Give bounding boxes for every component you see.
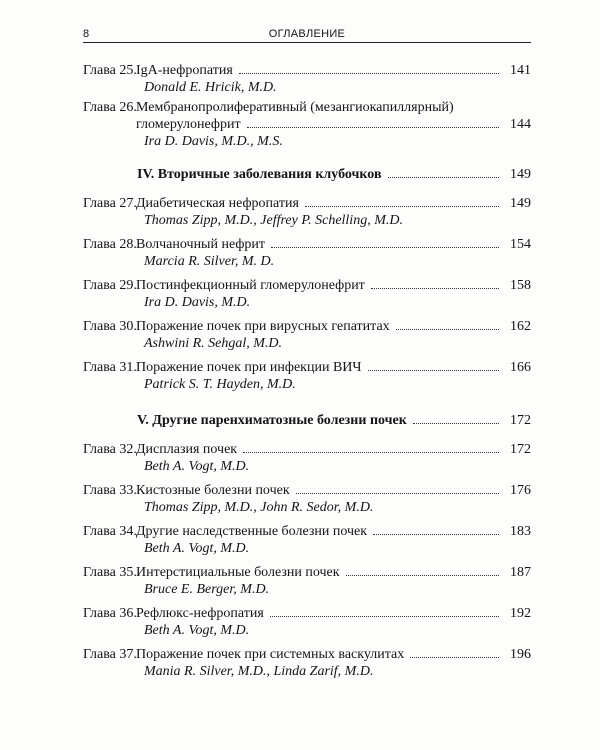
toc-entry-27[interactable] (83, 195, 531, 229)
chapter-label: Глава 35. (83, 565, 137, 580)
chapter-title: IgA-нефропатия (136, 63, 233, 78)
dot-leader (270, 615, 499, 617)
dot-leader (296, 492, 499, 494)
page-ref: 162 (510, 319, 531, 334)
chapter-title: Другие наследственные болезни почек (136, 524, 368, 539)
page-ref: 149 (510, 196, 531, 211)
chapter-authors: Beth A. Vogt, M.D. (144, 459, 250, 474)
page-ref: 166 (510, 360, 531, 375)
section-heading-v[interactable] (83, 412, 531, 429)
chapter-title: Диабетическая нефропатия (136, 196, 299, 211)
chapter-label: Глава 29. (83, 278, 137, 293)
toc-entry-36[interactable] (83, 605, 531, 639)
toc-entry-37[interactable] (83, 646, 531, 680)
chapter-authors: Thomas Zipp, M.D., John R. Sedor, M.D. (144, 500, 374, 515)
toc-entry-35[interactable] (83, 564, 531, 598)
dot-leader (396, 328, 499, 330)
chapter-authors: Donald E. Hricik, M.D. (144, 80, 277, 95)
dot-leader (413, 422, 499, 424)
dot-leader (388, 176, 499, 178)
section-title: IV. Вторичные заболевания клубочков (137, 167, 382, 182)
toc-entry-33[interactable] (83, 482, 531, 516)
chapter-title: Дисплазия почек (136, 442, 238, 457)
dot-leader (368, 369, 500, 371)
chapter-label: Глава 37. (83, 647, 137, 662)
dot-leader (271, 246, 499, 248)
chapter-authors: Marcia R. Silver, M. D. (144, 254, 275, 269)
chapter-title: Поражение почек при инфекции ВИЧ (136, 360, 362, 375)
page-ref: 154 (510, 237, 531, 252)
section-heading-iv[interactable] (83, 166, 531, 183)
dot-leader (247, 126, 499, 128)
page-ref: 144 (510, 117, 531, 132)
chapter-authors: Ashwini R. Sehgal, M.D. (144, 336, 283, 351)
chapter-authors: Ira D. Davis, M.D. (144, 295, 251, 310)
chapter-label: Глава 36. (83, 606, 137, 621)
toc-entry-25[interactable] (83, 62, 531, 96)
chapter-title: Поражение почек при системных васкулитах (136, 647, 405, 662)
chapter-authors: Beth A. Vogt, M.D. (144, 541, 250, 556)
dot-leader (305, 205, 499, 207)
section-title: V. Другие паренхиматозные болезни почек (137, 413, 407, 428)
chapter-authors: Ira D. Davis, M.D., M.S. (144, 134, 283, 149)
toc-entry-28[interactable] (83, 236, 531, 270)
dot-leader (371, 287, 499, 289)
chapter-label: Глава 28. (83, 237, 137, 252)
chapter-label: Глава 31. (83, 360, 137, 375)
page-number: 8 (83, 28, 90, 40)
chapter-label: Глава 32. (83, 442, 137, 457)
chapter-authors: Mania R. Silver, M.D., Linda Zarif, M.D. (144, 664, 374, 679)
page-ref: 183 (510, 524, 531, 539)
chapter-label: Глава 30. (83, 319, 137, 334)
chapter-label: Глава 33. (83, 483, 137, 498)
page-title: ОГЛАВЛЕНИЕ (268, 28, 346, 40)
page-header (83, 26, 531, 43)
chapter-authors: Beth A. Vogt, M.D. (144, 623, 250, 638)
chapter-title: Поражение почек при вирусных гепатитах (136, 319, 390, 334)
page-ref: 158 (510, 278, 531, 293)
chapter-title: Постинфекционный гломерулонефрит (136, 278, 365, 293)
toc-entry-29[interactable] (83, 277, 531, 311)
dot-leader (346, 574, 499, 576)
dot-leader (373, 533, 499, 535)
page-ref: 141 (510, 63, 531, 78)
chapter-label: Глава 34. (83, 524, 137, 539)
dot-leader (239, 72, 499, 74)
chapter-title: Интерстициальные болезни почек (136, 565, 340, 580)
chapter-label: Глава 25. (83, 63, 137, 78)
page-ref: 149 (510, 167, 531, 182)
chapter-title-line-2: гломерулонефрит (136, 117, 241, 132)
chapter-label: Глава 27. (83, 196, 137, 211)
page-ref: 172 (510, 413, 531, 428)
dot-leader (410, 656, 499, 658)
page-ref: 192 (510, 606, 531, 621)
page-ref: 176 (510, 483, 531, 498)
toc-entry-34[interactable] (83, 523, 531, 557)
chapter-label: Глава 26. (83, 100, 137, 115)
page-ref: 187 (510, 565, 531, 580)
chapter-authors: Bruce E. Berger, M.D. (144, 582, 270, 597)
toc-entry-30[interactable] (83, 318, 531, 352)
chapter-authors: Thomas Zipp, M.D., Jeffrey P. Schelling, M.D. (144, 213, 403, 228)
toc-entry-26[interactable] (83, 99, 531, 150)
page-ref: 172 (510, 442, 531, 457)
toc-entry-32[interactable] (83, 441, 531, 475)
toc-entry-31[interactable] (83, 359, 531, 393)
chapter-title-line-1: Мембранопролиферативный (мезангиокапиллярный) (136, 100, 454, 115)
page-ref: 196 (510, 647, 531, 662)
dot-leader (243, 451, 499, 453)
chapter-authors: Patrick S. T. Hayden, M.D. (144, 377, 296, 392)
chapter-title: Волчаночный нефрит (136, 237, 266, 252)
chapter-title: Кистозные болезни почек (136, 483, 290, 498)
chapter-title: Рефлюкс-нефропатия (136, 606, 264, 621)
